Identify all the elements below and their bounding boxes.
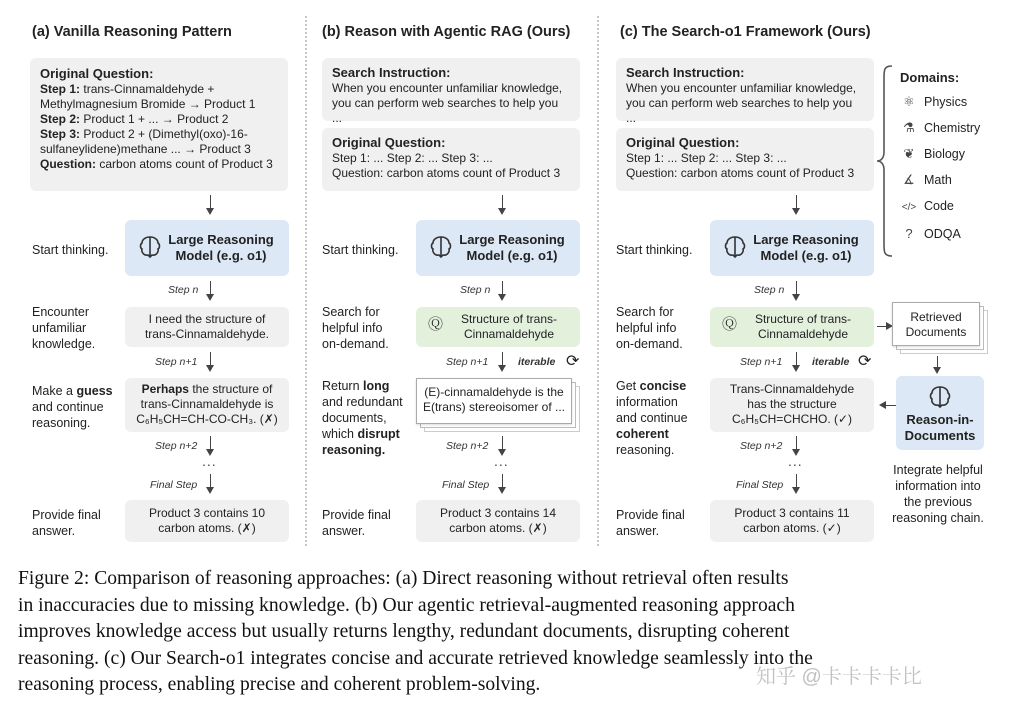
step-n2-label: Step n+2 bbox=[155, 440, 198, 452]
search-line3: on-demand. bbox=[616, 337, 683, 351]
arrow bbox=[502, 352, 503, 370]
concise-line3: and continue bbox=[616, 411, 688, 425]
brain-icon bbox=[137, 234, 163, 260]
final-step-label: Final Step bbox=[150, 479, 198, 491]
step-n1-label: Step n+1 bbox=[740, 356, 783, 368]
search-label-c bbox=[616, 304, 683, 352]
domain-math bbox=[900, 167, 980, 193]
search-instruction-line1: When you encounter unfamiliar knowledge, bbox=[626, 81, 857, 95]
lrm-line2: Model (e.g. o1) bbox=[466, 248, 558, 263]
perhaps-bold: Perhaps bbox=[141, 382, 189, 396]
original-question-box-a bbox=[30, 58, 288, 191]
arrow bbox=[502, 474, 503, 492]
return-line3: documents, bbox=[322, 411, 387, 425]
loop-icon: ⟳ bbox=[858, 353, 872, 370]
encounter-line1: Encounter bbox=[32, 305, 89, 319]
lrm-line1: Large Reasoning bbox=[168, 232, 274, 247]
lrm-line2: Model (e.g. o1) bbox=[760, 248, 852, 263]
final-b-line2: carbon atoms. (✗) bbox=[449, 521, 547, 535]
integrate-note bbox=[882, 462, 994, 526]
ellipsis: ... bbox=[202, 453, 217, 469]
step1-text-cont: Methylmagnesium Bromide → Product 1 bbox=[40, 97, 256, 111]
final-line1: Provide final bbox=[322, 508, 391, 522]
question-short-line1: Step 1: ... Step 2: ... Step 3: ... bbox=[332, 151, 493, 165]
caption-line5: reasoning process, enabling precise and coherent problem-solving. bbox=[18, 674, 541, 695]
final-step-label: Final Step bbox=[442, 479, 490, 491]
need-line1: I need the structure of bbox=[148, 312, 266, 326]
final-line2: answer. bbox=[322, 524, 366, 538]
search-line1: Search for bbox=[322, 305, 380, 319]
brain-icon bbox=[927, 384, 953, 410]
step1-text: trans-Cinnamaldehyde + bbox=[83, 82, 215, 96]
search-line2: helpful info bbox=[322, 321, 383, 335]
integrate-line3: the previous bbox=[903, 495, 973, 509]
guess-line1b: guess bbox=[76, 384, 113, 398]
final-answer-box-a bbox=[125, 500, 289, 542]
integrate-line4: reasoning chain. bbox=[892, 511, 984, 525]
lrm-box-b bbox=[416, 220, 580, 276]
domain-chemistry bbox=[900, 115, 980, 141]
arrow bbox=[937, 356, 938, 372]
original-question-heading: Original Question: bbox=[332, 135, 446, 150]
domain-label: Code bbox=[924, 199, 954, 213]
concise-label bbox=[616, 378, 688, 458]
reason-in-documents-box bbox=[896, 376, 984, 450]
lrm-line1: Large Reasoning bbox=[459, 232, 565, 247]
final-a-line2: carbon atoms. (✗) bbox=[158, 521, 256, 535]
concise-line2: information bbox=[616, 395, 678, 409]
final-line1: Provide final bbox=[616, 508, 685, 522]
return-line1a: Return bbox=[322, 379, 363, 393]
question-label: Question: bbox=[40, 157, 96, 171]
rid-line1: Reason-in- bbox=[906, 412, 974, 427]
iterable-label: iterable bbox=[518, 356, 556, 368]
search-instruction-box-c bbox=[616, 58, 874, 125]
has-line1: Trans-Cinnamaldehyde bbox=[729, 382, 855, 396]
caption-line1: Figure 2: Comparison of reasoning approaches: (a) Direct reasoning without retrieval often results bbox=[18, 568, 789, 589]
domain-physics bbox=[900, 89, 980, 115]
domains-heading: Domains: bbox=[900, 70, 960, 85]
perhaps-line2: trans-Cinnamaldehyde is bbox=[140, 397, 274, 411]
concise-line1a: Get bbox=[616, 379, 640, 393]
encounter-line3: knowledge. bbox=[32, 337, 96, 351]
domains-list bbox=[900, 70, 980, 247]
concise-line4: coherent bbox=[616, 427, 669, 441]
redundant-line2: E(trans) stereoisomer of ... bbox=[422, 400, 566, 414]
lrm-box-a bbox=[125, 220, 289, 276]
final-answer-box-c bbox=[710, 500, 874, 542]
need-line2: trans-Cinnamaldehyde. bbox=[144, 327, 270, 341]
original-question-heading: Original Question: bbox=[40, 66, 154, 81]
redundant-docs-box bbox=[416, 378, 572, 424]
perhaps-box bbox=[125, 378, 289, 432]
return-line5: reasoning. bbox=[322, 443, 386, 457]
step3-text: Product 2 + (Dimethyl(oxo)-16- bbox=[83, 127, 248, 141]
struct-line1: Structure of trans- bbox=[754, 312, 852, 326]
search-line2: helpful info bbox=[616, 321, 677, 335]
search-line1: Search for bbox=[616, 305, 674, 319]
ellipsis: ... bbox=[788, 453, 803, 469]
search-icon: Ⓠ bbox=[722, 316, 738, 333]
domain-biology bbox=[900, 141, 980, 167]
encounter-label bbox=[32, 304, 95, 352]
chemistry-icon: ⚗ bbox=[903, 120, 915, 135]
guess-line2: and continue bbox=[32, 400, 104, 414]
final-answer-label-b bbox=[322, 507, 391, 539]
panel-c-title: (c) The Search-o1 Framework (Ours) bbox=[620, 24, 871, 40]
odqa-icon: ? bbox=[905, 226, 913, 241]
arrow bbox=[796, 281, 797, 299]
retrieved-line2: Documents bbox=[905, 325, 967, 339]
caption-line3: improves knowledge access but usually returns lengthy, redundant documents, disrupting coherent bbox=[18, 621, 790, 642]
has-line2: has the structure bbox=[747, 397, 837, 411]
arrow bbox=[796, 352, 797, 370]
question-short-line2: Question: carbon atoms count of Product 3 bbox=[332, 166, 561, 180]
step-n2-label: Step n+2 bbox=[740, 440, 783, 452]
return-line4b: disrupt bbox=[357, 427, 400, 441]
start-thinking-label-b: Start thinking. bbox=[322, 243, 399, 257]
step1-label: Step 1: bbox=[40, 82, 81, 96]
arrow-head bbox=[879, 401, 886, 409]
domain-label: Math bbox=[924, 173, 952, 187]
final-step-label: Final Step bbox=[736, 479, 784, 491]
domains-brace bbox=[876, 64, 896, 258]
final-a-line1: Product 3 contains 10 bbox=[148, 506, 266, 520]
step-n-label: Step n bbox=[168, 284, 199, 296]
arrow bbox=[210, 281, 211, 299]
loop-icon: ⟳ bbox=[566, 353, 580, 370]
final-line2: answer. bbox=[616, 524, 660, 538]
final-line1: Provide final bbox=[32, 508, 101, 522]
domain-code bbox=[900, 193, 980, 221]
redundant-line1: (E)-cinnamaldehyde is the bbox=[424, 385, 564, 399]
search-icon: Ⓠ bbox=[428, 316, 444, 333]
arrow bbox=[210, 474, 211, 492]
perhaps-line3: C₆H₅CH=CH-CO-CH₃. (✗) bbox=[136, 412, 278, 426]
step-n2-label: Step n+2 bbox=[446, 440, 489, 452]
step-n1-label: Step n+1 bbox=[155, 356, 198, 368]
watermark: 知乎 @卡卡卡卡比 bbox=[756, 666, 922, 688]
domain-label: Chemistry bbox=[924, 121, 981, 135]
struct-line2: Cinnamaldehyde bbox=[757, 327, 849, 341]
search-label-b bbox=[322, 304, 389, 352]
question-text: carbon atoms count of Product 3 bbox=[99, 157, 273, 171]
arrow bbox=[502, 436, 503, 454]
domain-label: ODQA bbox=[924, 227, 961, 241]
question-short-line1: Step 1: ... Step 2: ... Step 3: ... bbox=[626, 151, 787, 165]
brain-icon bbox=[722, 234, 748, 260]
step-n-label: Step n bbox=[460, 284, 491, 296]
panel-a-title: (a) Vanilla Reasoning Pattern bbox=[32, 24, 232, 40]
integrate-line1: Integrate helpful bbox=[893, 463, 983, 477]
search-instruction-line1: When you encounter unfamiliar knowledge, bbox=[332, 81, 563, 95]
lrm-box-c bbox=[710, 220, 874, 276]
concise-line5: reasoning. bbox=[616, 443, 675, 457]
struct-line2: Cinnamaldehyde bbox=[463, 327, 555, 341]
final-c-line2: carbon atoms. (✓) bbox=[743, 521, 841, 535]
panel-b-title: (b) Reason with Agentic RAG (Ours) bbox=[322, 24, 571, 40]
start-thinking-label-c: Start thinking. bbox=[616, 243, 693, 257]
step2-text: Product 1 + ... → Product 2 bbox=[83, 112, 229, 126]
arrow bbox=[210, 436, 211, 454]
return-line2: and redundant bbox=[322, 395, 403, 409]
concise-line1b: concise bbox=[639, 379, 687, 393]
final-answer-box-b bbox=[416, 500, 580, 542]
lrm-line1: Large Reasoning bbox=[753, 232, 859, 247]
search-line3: on-demand. bbox=[322, 337, 389, 351]
guess-line3: reasoning. bbox=[32, 416, 91, 430]
original-question-heading: Original Question: bbox=[626, 135, 740, 150]
caption-line4: reasoning. (c) Our Search-o1 integrates concise and accurate retrieved knowledge seamlessly into the bbox=[18, 647, 813, 669]
iterable-label: iterable bbox=[812, 356, 850, 368]
return-line1b: long bbox=[363, 379, 390, 393]
code-icon: </> bbox=[901, 202, 917, 213]
math-icon: ∡ bbox=[903, 172, 915, 187]
return-label bbox=[322, 378, 403, 458]
search-query-box-b bbox=[416, 307, 580, 347]
arrow-left bbox=[886, 405, 896, 406]
final-b-line1: Product 3 contains 14 bbox=[439, 506, 557, 520]
search-instruction-line2: you can perform web searches to help you ... bbox=[332, 96, 559, 125]
search-instruction-heading: Search Instruction: bbox=[626, 65, 745, 80]
arrow bbox=[210, 195, 211, 213]
step3-text-cont: sulfaneylidene)methane ... → Product 3 bbox=[40, 142, 251, 156]
ellipsis: ... bbox=[494, 453, 509, 469]
rid-line2: Documents bbox=[904, 428, 976, 443]
domain-label: Biology bbox=[924, 147, 965, 161]
domain-label: Physics bbox=[924, 95, 968, 109]
arrow bbox=[502, 195, 503, 213]
return-line4a: which bbox=[322, 427, 358, 441]
struct-line1: Structure of trans- bbox=[460, 312, 558, 326]
physics-icon: ⚛ bbox=[903, 94, 915, 109]
step2-label: Step 2: bbox=[40, 112, 81, 126]
final-c-line1: Product 3 contains 11 bbox=[734, 506, 850, 520]
brain-icon bbox=[428, 234, 454, 260]
arrow bbox=[210, 352, 211, 370]
caption-line2: in inaccuracies due to missing knowledge. (b) Our agentic retrieval-augmented reasoning approach bbox=[18, 594, 795, 616]
search-instruction-line2: you can perform web searches to help you ... bbox=[626, 96, 853, 125]
search-query-box-c bbox=[710, 307, 874, 347]
domain-odqa bbox=[900, 221, 980, 247]
final-line2: answer. bbox=[32, 524, 76, 538]
step-n1-label: Step n+1 bbox=[446, 356, 489, 368]
encounter-line2: unfamiliar bbox=[32, 321, 87, 335]
lrm-line2: Model (e.g. o1) bbox=[175, 248, 267, 263]
question-short-line2: Question: carbon atoms count of Product 3 bbox=[626, 166, 855, 180]
divider-ab bbox=[305, 16, 307, 546]
step-n-label: Step n bbox=[754, 284, 785, 296]
integrate-line2: information into bbox=[895, 479, 981, 493]
step3-label: Step 3: bbox=[40, 127, 81, 141]
divider-bc bbox=[597, 16, 599, 546]
final-answer-label-c bbox=[616, 507, 685, 539]
original-question-box-b bbox=[322, 128, 580, 191]
biology-icon: ❦ bbox=[903, 146, 915, 161]
retrieved-line1: Retrieved bbox=[910, 310, 962, 324]
guess-line1a: Make a bbox=[32, 384, 77, 398]
start-thinking-label-a: Start thinking. bbox=[32, 243, 109, 257]
perhaps-rest: the structure of bbox=[188, 382, 273, 396]
has-line3: C₆H₅CH=CHCHO. (✓) bbox=[731, 412, 853, 426]
arrow bbox=[796, 436, 797, 454]
arrow bbox=[502, 281, 503, 299]
search-instruction-heading: Search Instruction: bbox=[332, 65, 451, 80]
search-instruction-box-b bbox=[322, 58, 580, 125]
concise-structure-box bbox=[710, 378, 874, 432]
need-structure-box bbox=[125, 307, 289, 347]
arrow bbox=[796, 195, 797, 213]
retrieved-documents-box bbox=[892, 302, 980, 346]
final-answer-label-a bbox=[32, 507, 101, 539]
original-question-box-c bbox=[616, 128, 874, 191]
arrow bbox=[796, 474, 797, 492]
guess-label bbox=[32, 383, 113, 431]
